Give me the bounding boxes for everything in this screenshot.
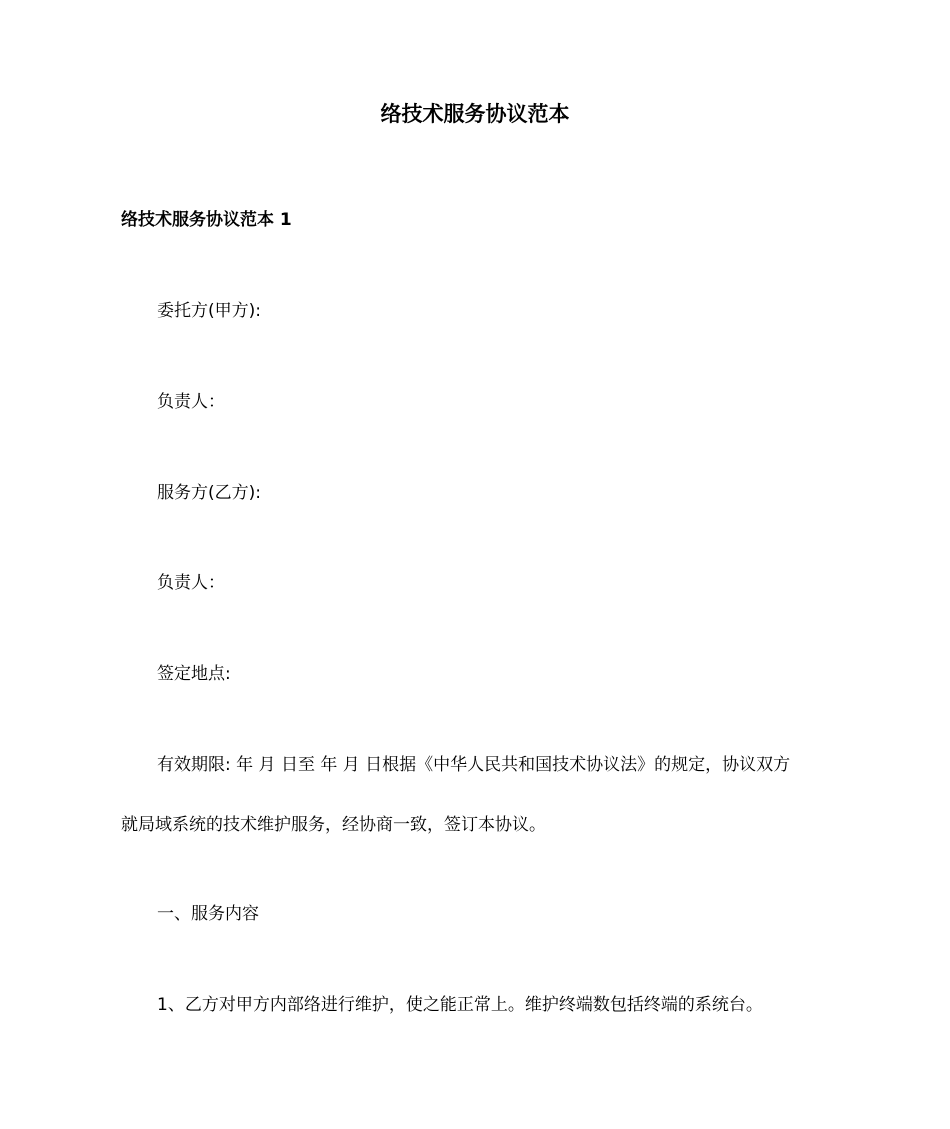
client-party-line: 委托方(甲方): xyxy=(157,301,261,321)
client-rep-line: 负责人： xyxy=(157,392,225,412)
term-paragraph-line-1: 有效期限: 年 月 日至 年 月 日根据《中华人民共和国技术协议法》的规定，协议双方 xyxy=(157,755,791,775)
service-item-1: 1、乙方对甲方内部络进行维护，使之能正常上。维护终端数包括终端的系统台。 xyxy=(157,995,763,1015)
service-content-heading: 一、服务内容 xyxy=(157,904,259,924)
provider-rep-line: 负责人： xyxy=(157,573,225,593)
document-title: 络技术服务协议范本 xyxy=(380,102,570,126)
signing-location-line: 签定地点: xyxy=(157,664,231,684)
term-paragraph-line-2: 就局域系统的技术维护服务，经协商一致，签订本协议。 xyxy=(121,815,546,835)
section-heading: 络技术服务协议范本 1 xyxy=(121,210,292,230)
provider-party-line: 服务方(乙方): xyxy=(157,483,261,503)
